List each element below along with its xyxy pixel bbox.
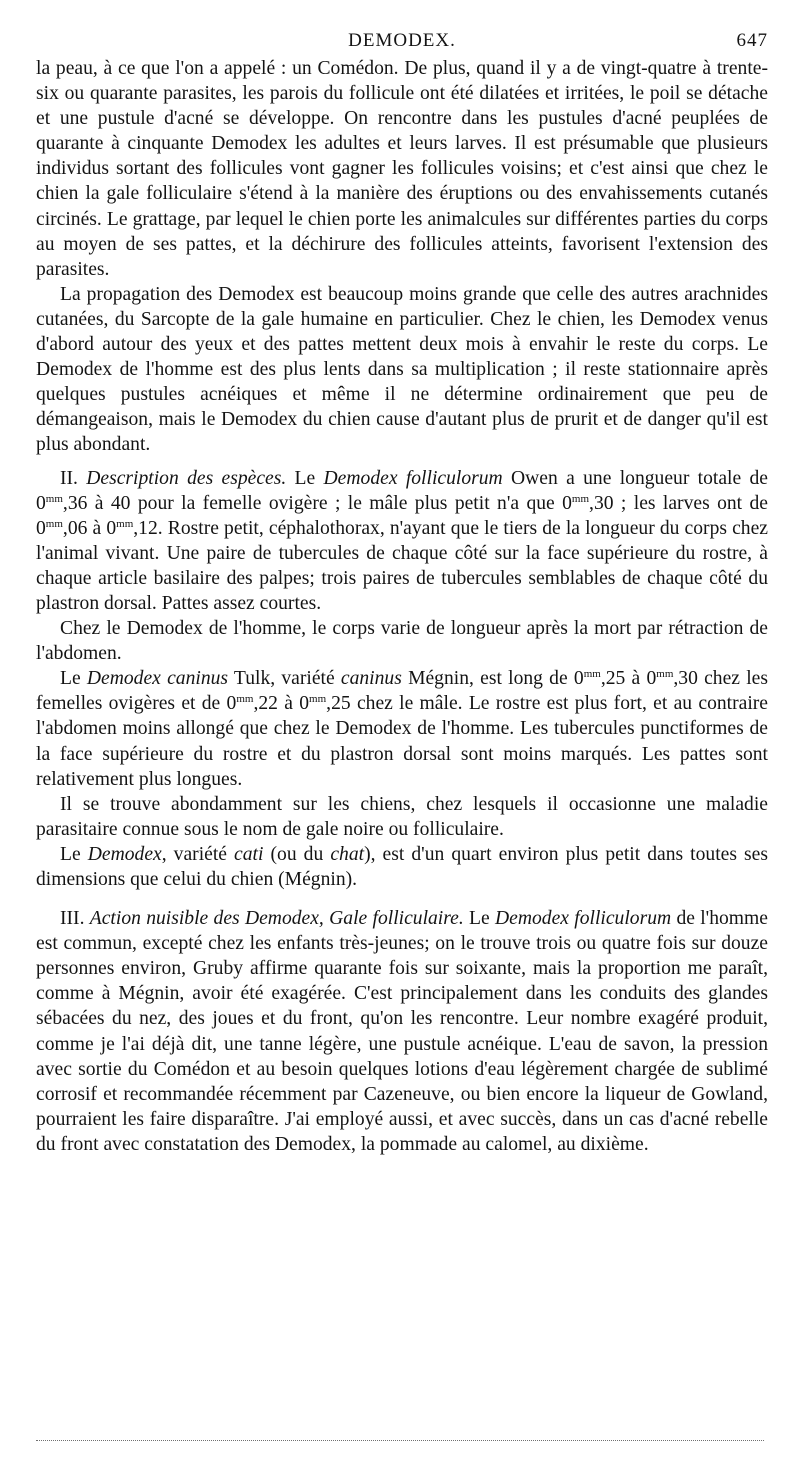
unit-superscript: mm xyxy=(656,668,674,681)
unit-superscript: mm xyxy=(45,492,63,505)
italic-run: caninus xyxy=(340,668,402,690)
text-run: ,36 à 40 pour la femelle ovigère ; le mâle plus petit n'a que 0 xyxy=(62,492,572,514)
text-run: Tulk, variété xyxy=(228,668,341,690)
paragraph xyxy=(36,792,768,842)
text-run: ,06 à 0 xyxy=(62,517,117,539)
paragraph xyxy=(36,466,768,617)
text-run: Le xyxy=(60,843,88,865)
running-title: DEMODEX. xyxy=(348,30,456,51)
italic-run: Description des espèces. xyxy=(86,467,287,489)
text-run: Le xyxy=(286,467,324,489)
unit-superscript: mm xyxy=(583,668,601,681)
text-run: Le xyxy=(463,908,495,930)
italic-run: Demodex folliculorum xyxy=(495,908,672,930)
text-run: ,22 à 0 xyxy=(253,693,310,715)
text-run: ,12. Rostre petit, céphalothorax, n'ayant que le tiers de la longueur du corps chez l'animal vivant. Une paire de tubercules de chaque côté sur la face supérieure du rostre, à chaque article basilaire des palpes; trois paires de tubercules semblables de chaque côté du plastron dorsal. Pattes assez courtes. xyxy=(36,517,768,614)
unit-superscript: mm xyxy=(309,693,327,706)
paragraph xyxy=(36,56,768,282)
text-run: ,25 à 0 xyxy=(600,668,657,690)
italic-run: Demodex xyxy=(87,843,162,865)
text-run: Chez le Demodex de l'homme, le corps varie de longueur après la mort par rétraction de l'abdomen. xyxy=(36,618,768,665)
unit-superscript: mm xyxy=(45,517,63,530)
unit-superscript: mm xyxy=(116,517,134,530)
paragraph xyxy=(36,666,768,791)
text-run: Mégnin, est long de 0 xyxy=(401,668,584,690)
body-text xyxy=(36,56,768,1157)
paragraph xyxy=(36,906,768,1157)
text-run: II. xyxy=(60,467,87,489)
italic-run: Demodex caninus xyxy=(86,668,229,690)
italic-run: cati xyxy=(234,843,264,865)
text-run: ), est d'un quart environ plus petit dans toutes ses dimensions que celui du chien (Mégnin). xyxy=(36,843,768,890)
text-run: La propagation des Demodex est beaucoup moins grande que celle des autres arachnides cutanées, du Sarcopte de la gale humaine en particulier. Chez le chien, les Demodex venus d'abord autour des yeux et des pattes mettent deux mois à envahir le reste du corps. Le Demodex de l'homme est des plus lents dans sa multiplication ; il reste stationnaire après quelques pustules acnéiques et même il ne détermine ordinairement que peu de démangeaison, mais le Demodex du chien cause d'autant plus de prurit et de danger qu'il est plus abondant. xyxy=(36,283,768,456)
text-run: de l'homme est commun, excepté chez les enfants très-jeunes; on le trouve trois ou quatre fois sur douze personnes environ, Gruby affirme quarante fois sur soixante, mais la proportion me paraît, comme à Mégnin, avoir été exagérée. C'est principalement dans les conduits des glandes sébacées du nez, des joues et du front, qu'on les rencontre. Leur nombre exagéré produit, comme je l'ai déjà dit, une tanne légère, une pustule acnéique. L'eau de savon, la pression avec sortie du Comédon et au besoin quelques lotions d'eau légèrement chargée de sublimé corrosif et recommandée récemment par Cazeneuve, ou bien encore la liqueur de Gowland, pourraient les faire disparaître. J'ai employé aussi, et avec succès, dans un cas d'acné rebelle du front avec constatation des Demodex, la pommade au calomel, au dixième. xyxy=(36,908,768,1155)
footer-dotted-rule xyxy=(36,1440,764,1441)
unit-superscript: mm xyxy=(236,693,254,706)
text-run: Il se trouve abondamment sur les chiens, chez lesquels il occasionne une maladie parasitaire connue sous le nom de gale noire ou folliculaire. xyxy=(36,793,768,840)
page-number: 647 xyxy=(736,30,768,51)
unit-superscript: mm xyxy=(571,492,590,505)
paragraph xyxy=(36,282,768,458)
paragraph xyxy=(36,842,768,892)
paragraph xyxy=(36,616,768,666)
text-run: ,25 chez le mâle. Le rostre est plus fort, et au contraire l'abdomen moins allongé que chez le Demodex de l'homme. Les tubercules punctiformes de la face supérieure du rostre et du plastron dorsal sont moins marqués. Les pattes sont relativement plus longues. xyxy=(36,693,768,790)
page xyxy=(36,30,768,1157)
italic-run: Demodex folliculorum xyxy=(323,467,503,489)
italic-run: Action nuisible des Demodex, Gale folliculaire. xyxy=(89,908,464,930)
text-run: III. xyxy=(60,908,90,930)
italic-run: chat xyxy=(330,843,365,865)
text-run: la peau, à ce que l'on a appelé : un Comédon. De plus, quand il y a de vingt-quatre à trente-six ou quarante parasites, les parois du follicule ont été dilatées et irritées, le poil se détache et une pustule d'acné se développe. On rencontre dans les pustules d'acné peuplées de quarante à cinquante Demodex les adultes et leurs larves. Il est présumable que plusieurs individus sortant des follicules vont gagner les follicules voisins; et c'est ainsi que chez le chien la gale folliculaire s'étend à la manière des éruptions ou des envahissements cutanés circinés. Le grattage, par lequel le chien porte les animalcules sur différentes parties du corps au moyen de ses pattes, et la déchirure des follicules atteints, favorisent l'extension des parasites. xyxy=(36,58,768,280)
running-header xyxy=(36,30,768,56)
text-run: , variété xyxy=(161,843,235,865)
text-run: ,30 chez les femelles ovigères et de 0 xyxy=(36,668,768,715)
text-run: ,30 ; les larves ont de 0 xyxy=(36,492,768,539)
text-run: Le xyxy=(60,668,87,690)
text-run: Owen a une longueur totale de 0 xyxy=(36,467,768,514)
text-run: (ou du xyxy=(263,843,331,865)
